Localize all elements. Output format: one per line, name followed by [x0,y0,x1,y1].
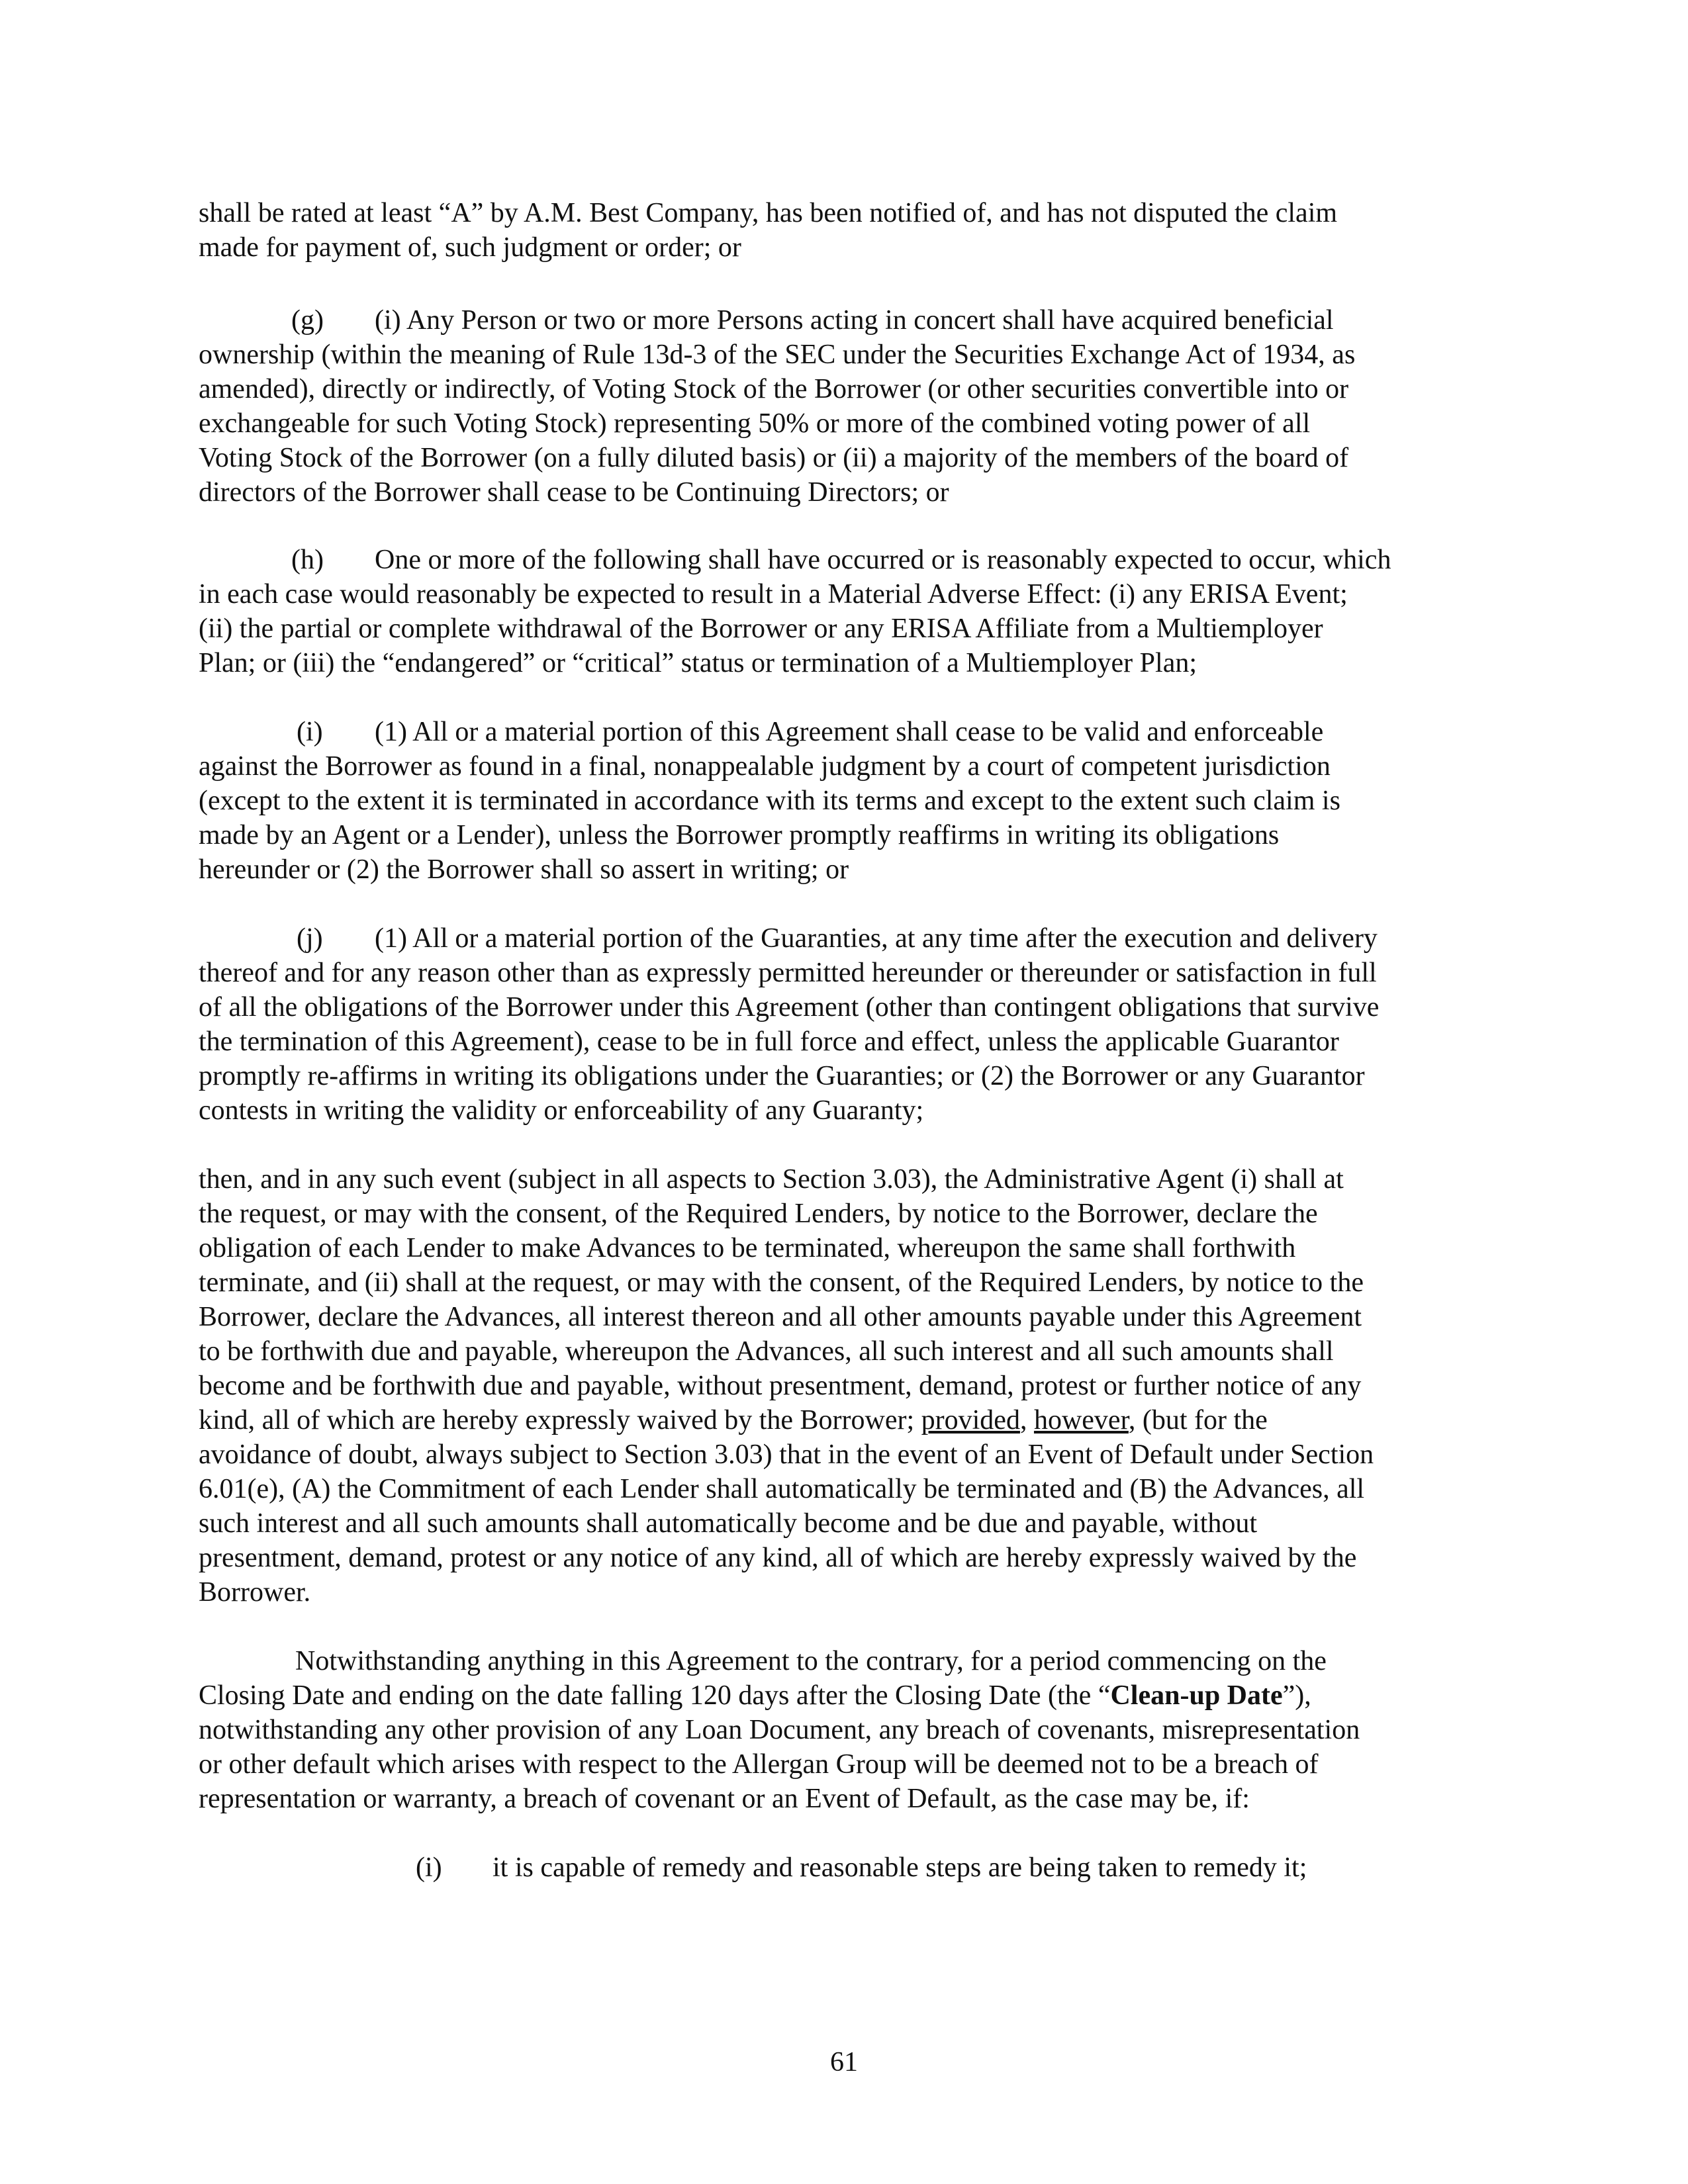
text-line: made by an Agent or a Lender), unless the Borrower promptly reaffirms in writing its obligations [199,820,1280,850]
text-line: against the Borrower as found in a final, nonappealable judgment by a court of competent jurisdiction [199,751,1331,782]
text-line: the termination of this Agreement), cease to be in full force and effect, unless the applicable Guarantor [199,1026,1339,1057]
text-line: (1) All or a material portion of this Agreement shall cease to be valid and enforceable [375,717,1324,747]
text-line: made for payment of, such judgment or order; or [199,232,741,263]
text-line: thereof and for any reason other than as expressly permitted hereunder or thereunder or satisfaction in full [199,958,1377,988]
text-line: terminate, and (ii) shall at the request, or may with the consent, of the Required Lenders, by notice to the [199,1267,1364,1298]
text-line: the request, or may with the consent, of the Required Lenders, by notice to the Borrower, declare the [199,1199,1318,1229]
text-line: representation or warranty, a breach of covenant or an Event of Default, as the case may be, if: [199,1784,1250,1814]
text-line: such interest and all such amounts shall automatically become and be due and payable, without [199,1508,1258,1539]
text-segment: , [1019,1405,1034,1435]
defined-term-clean-up-date: Clean-up Date [1110,1680,1283,1711]
text-line: (ii) the partial or complete withdrawal of the Borrower or any ERISA Affiliate from a Multiemployer [199,614,1323,644]
text-line: hereunder or (2) the Borrower shall so assert in writing; or [199,854,849,885]
list-item-marker: (i) [416,1852,442,1883]
underlined-term-provided: provided [921,1405,1020,1435]
text-segment: kind, all of which are hereby expressly waived by the Borrower; [199,1405,921,1435]
text-line: or other default which arises with respect to the Allergan Group will be deemed not to be a breach of [199,1749,1319,1780]
text-line: Borrower. [199,1577,311,1608]
paragraph-marker: (h) [291,545,324,575]
text-line: Voting Stock of the Borrower (on a fully diluted basis) or (ii) a majority of the members of the board of [199,443,1349,473]
text-line: ownership (within the meaning of Rule 13d-3 of the SEC under the Securities Exchange Act of 1934, as [199,340,1356,370]
text-line: exchangeable for such Voting Stock) representing 50% or more of the combined voting power of all [199,408,1311,439]
text-line: become and be forthwith due and payable, without presentment, demand, protest or further notice of any [199,1371,1362,1401]
text-line: then, and in any such event (subject in all aspects to Section 3.03), the Administrative Agent (i) shall at [199,1164,1344,1195]
text-line: in each case would reasonably be expected to result in a Material Adverse Effect: (i) any ERISA Event; [199,579,1348,610]
paragraph-marker: (j) [297,923,323,954]
text-line: avoidance of doubt, always subject to Section 3.03) that in the event of an Event of Default under Section [199,1439,1374,1470]
text-line: (1) All or a material portion of the Guaranties, at any time after the execution and delivery [375,923,1378,954]
text-line: Notwithstanding anything in this Agreement to the contrary, for a period commencing on the [295,1646,1327,1676]
text-segment: ”), [1282,1680,1311,1711]
list-item-text: it is capable of remedy and reasonable steps are being taken to remedy it; [492,1852,1307,1883]
text-line: (i) Any Person or two or more Persons acting in concert shall have acquired beneficial [375,305,1334,336]
text-line: shall be rated at least “A” by A.M. Best Company, has been notified of, and has not disputed the claim [199,198,1338,228]
text-line: contests in writing the validity or enforceability of any Guaranty; [199,1095,924,1126]
text-line: Borrower, declare the Advances, all interest thereon and all other amounts payable under this Agreement [199,1302,1362,1332]
text-line: of all the obligations of the Borrower under this Agreement (other than contingent obligations that survive [199,992,1380,1023]
text-line [199,1678,1311,1713]
underlined-term-however: however [1033,1405,1129,1435]
text-segment: , (but for the [1128,1405,1268,1435]
text-line: promptly re-affirms in writing its obligations under the Guaranties; or (2) the Borrower or any Guarantor [199,1061,1365,1091]
text-line: notwithstanding any other provision of any Loan Document, any breach of covenants, misrepresentation [199,1715,1360,1745]
text-line: directors of the Borrower shall cease to be Continuing Directors; or [199,477,949,508]
text-line: Plan; or (iii) the “endangered” or “critical” status or termination of a Multiemployer Plan; [199,648,1197,678]
paragraph-marker: (i) [297,717,323,747]
page-number: 61 [830,2047,858,2077]
paragraph-marker: (g) [291,305,324,336]
text-segment: Closing Date and ending on the date falling 120 days after the Closing Date (the “ [199,1680,1111,1711]
text-line: amended), directly or indirectly, of Voting Stock of the Borrower (or other securities convertible into or [199,374,1349,404]
text-line: obligation of each Lender to make Advances to be terminated, whereupon the same shall forthwith [199,1233,1296,1263]
text-line [199,1403,1268,1437]
text-line: presentment, demand, protest or any notice of any kind, all of which are hereby expressly waived by the [199,1543,1357,1573]
text-line: 6.01(e), (A) the Commitment of each Lender shall automatically be terminated and (B) the Advances, all [199,1474,1365,1504]
text-line: to be forthwith due and payable, whereupon the Advances, all such interest and all such amounts shall [199,1336,1334,1367]
text-line: One or more of the following shall have occurred or is reasonably expected to occur, which [375,545,1391,575]
text-line: (except to the extent it is terminated in accordance with its terms and except to the extent such claim is [199,786,1340,816]
